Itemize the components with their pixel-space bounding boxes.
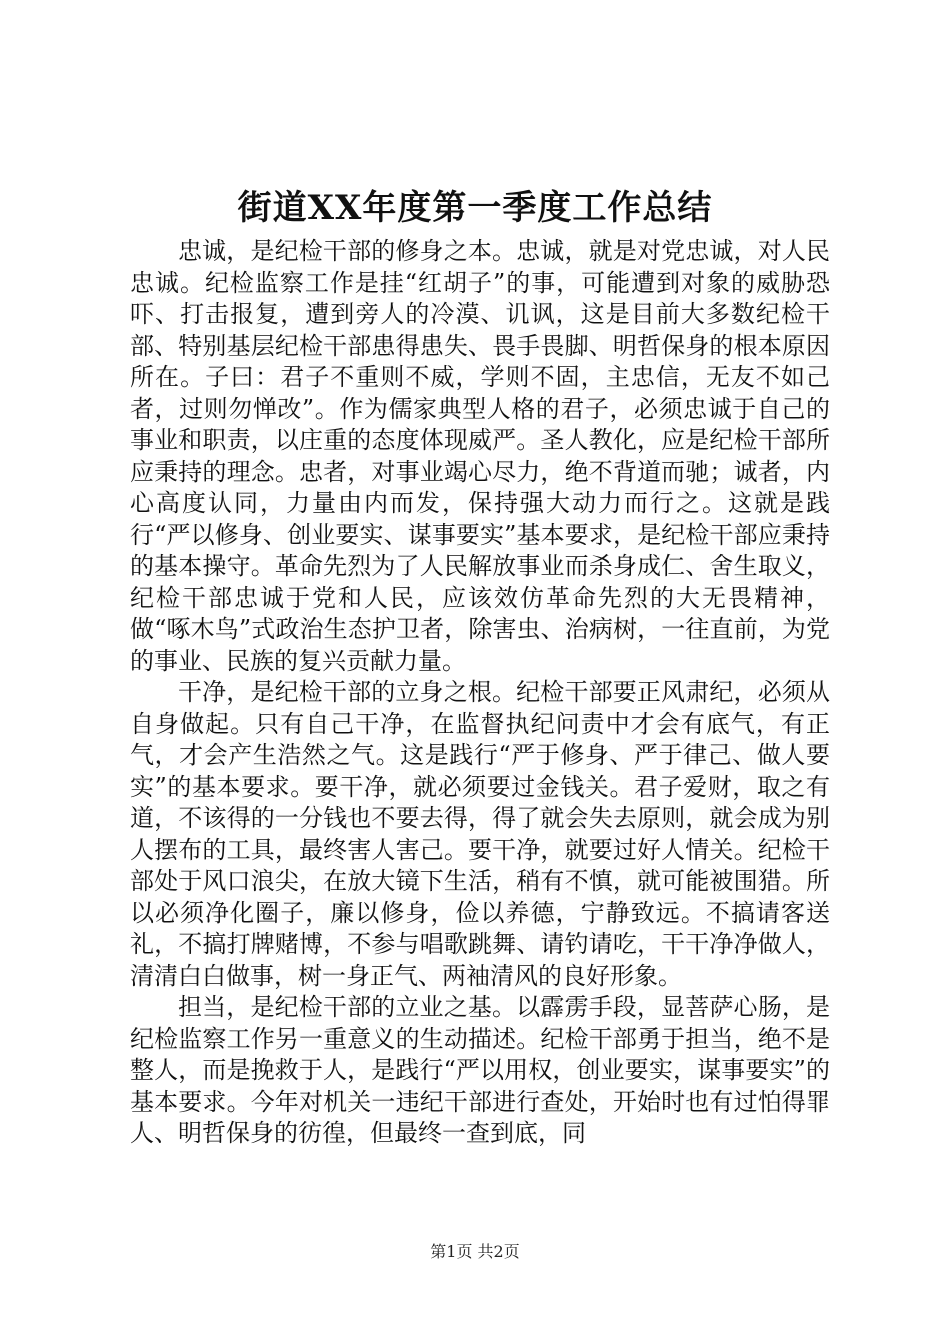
paragraph-integrity: 干净，是纪检干部的立身之根。纪检干部要正风肃纪，必须从自身做起。只有自己干净，在监督执纪问责中才会有底气，有正气，才会产生浩然之气。这是践行“严于修身、严于律己、做人要实”的基本要求。要干净，就必须要过金钱关。君子爱财，取之有道，不该得的一分钱也不要去得，得了就会失去原则，就会成为别人摆布的工具，最终害人害己。要干净，就要过好人情关。纪检干部处于风口浪尖，在放大镜下生活，稍有不慎，就可能被围猎。所以必须净化圈子，廉以修身，俭以养德，宁静致远。不搞请客送礼，不搞打牌赌博，不参与唱歌跳舞、请钓请吃，干干净净做人，清清白白做事，树一身正气、两袖清风的良好形象。: [130, 678, 830, 990]
paragraph-responsibility: 担当，是纪检干部的立业之基。以霹雳手段，显菩萨心肠，是纪检监察工作另一重意义的生动描述。纪检干部勇于担当，绝不是整人，而是挽救于人，是践行“严以用权，创业要实，谋事要实”的基本要求。今年对机关一违纪干部进行查处，开始时也有过怕得罪人、明哲保身的彷徨，但最终一查到底，同: [130, 993, 830, 1147]
paragraph-loyalty: 忠诚，是纪检干部的修身之本。忠诚，就是对党忠诚，对人民忠诚。纪检监察工作是挂“红胡子”的事，可能遭到对象的威胁恐吓、打击报复，遭到旁人的冷漠、讥讽，这是目前大多数纪检干部、特别基层纪检干部患得患失、畏手畏脚、明哲保身的根本原因所在。子曰：君子不重则不威，学则不固，主忠信，无友不如己者，过则勿惮改”。作为儒家典型人格的君子，必须忠诚于自己的事业和职责，以庄重的态度体现威严。圣人教化，应是纪检干部所应秉持的理念。忠者，对事业竭心尽力，绝不背道而驰；诚者，内心高度认同，力量由内而发，保持强大动力而行之。这就是践行“严以修身、创业要实、谋事要实”基本要求，是纪检干部应秉持的基本操守。革命先烈为了人民解放事业而杀身成仁、舍生取义，纪检干部忠诚于党和人民，应该效仿革命先烈的大无畏精神，做“啄木鸟”式政治生态护卫者，除害虫、治病树，一往直前，为党的事业、民族的复兴贡献力量。: [130, 237, 830, 675]
page-number-footer: 第1页 共2页: [430, 1242, 520, 1261]
document-body: [130, 236, 830, 1150]
document-title: 街道XX年度第一季度工作总结: [237, 188, 713, 228]
